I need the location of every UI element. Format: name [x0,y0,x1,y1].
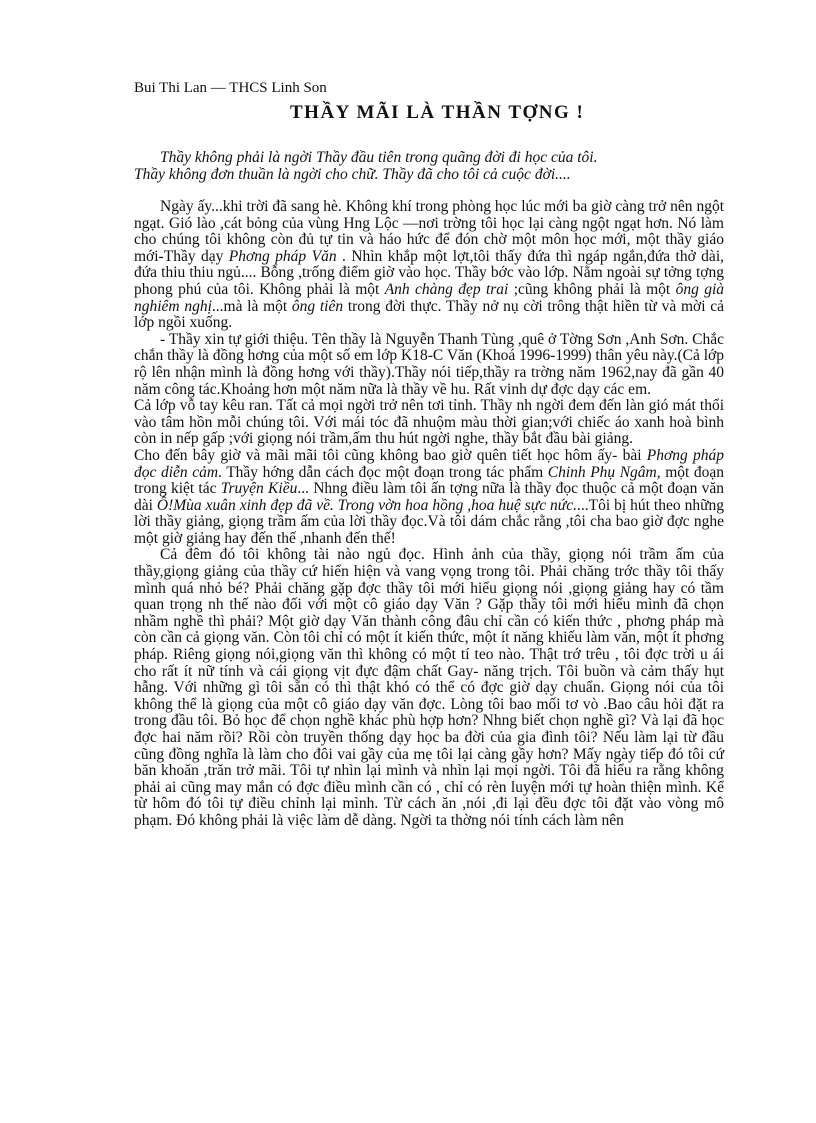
text-run: ;cũng không phải là một [508,280,676,298]
paragraph-5: Cả đêm đó tôi không tài nào ngủ đọc. Hình ảnh của thầy, giọng nói trầm ấm của thầy,giọng giảng của thầy cứ hiển hiện và vang vọng trong tôi. Phải chăng trớc thầy tôi thấy mình quá nhỏ bé? Phải chăng gặp đợc thầy tôi mới hiểu giọng nói ,giọng giảng hay có tầm quan trọng nh thế nào đối với một cô giáo dạy Văn ? Gặp thầy tôi mới hiểu mình đã chọn nhầm nghề thì phải? Một giờ dạy Văn thành công đâu chỉ cần có kiến thức , phơng pháp mà còn cần cả giọng văn. Còn tôi chỉ có một ít kiến thức, một ít năng khiếu làm văn, một ít phơng pháp. Riêng giọng nói,giọng văn thì không có một tí teo nào. Thật trớ trêu , tôi đợc trời u ái cho rất ít nữ tính và cái giọng vịt đực đậm chất Gay- năng trịch. Tôi buồn và cảm thấy hụt hẫng. Với những gì tôi sẵn có thì thật khó có thể có đợc giờ dạy chuẩn. Giọng nói của tôi không thể là giọng của một cô giáo dạy văn đợc. Lòng tôi bao mối tơ vò .Bao câu hỏi đặt ra trong đầu tôi. Bỏ học để chọn nghề khác phù hợp hơn? Nhng biết chọn nghề gì? Và lại đã học đợc hai năm rồi? Rồi còn truyền thống dạy học ba đời của gia đình tôi? Nếu làm lại từ đầu cũng đồng nghĩa là làm cho đôi vai gầy của mẹ tôi lại càng gầy hơn? Mấy ngày tiếp đó tôi cứ băn khoăn ,trăn trở mãi. Tôi tự nhìn lại mình và nhìn lại mọi ngời. Tôi đã hiểu ra rằng không phải ai cũng may mắn có đợc điều mình cần có , chỉ có rèn luyện mới tự hoàn thiện mình. Kể từ hôm đó tôi tự điều chỉnh lại mình. Từ cách ăn ,nói ,đi lại đều đợc tôi đặt vào vòng mô phạm. Đó không phải là việc làm dễ dàng. Ngời ta thờng nói tính cách làm nên [134,546,724,829]
author-line: Bui Thi Lan — THCS Linh Son [134,80,327,96]
epigraph-line: Thầy không đơn thuần là ngời cho chữ. Thầy đã cho tôi cả cuộc đời.... [134,166,571,183]
italic-text: ông già nghiêm nghị [134,280,724,315]
italic-text: Phơng pháp Văn [228,247,337,265]
page-title: THẦY MÃI LÀ THẦN TỢNG ! [290,102,585,123]
text-run: ... Nhng điều làm tôi ấn tợng nữa là thầy đọc thuộc cả một đoạn văn dài [134,480,724,514]
text-run: , một đoạn trong kiệt tác [134,463,725,498]
italic-text: Anh chàng đẹp trai [384,280,509,298]
italic-text: ông tiên [291,297,344,315]
text-run: trong đời thực. Thầy nở nụ cời trông thật hiền từ và mời cả lớp ngồi xuống. [134,297,724,332]
text-run: . Thầy hớng dẫn cách đọc một đoạn trong tác phẩm [218,463,548,481]
text-run: . Nhìn khắp một lợt,tôi thấy đứa thì ngáp ngắn,đứa thở dài, đứa thiu thiu ngủ.... Bỗng ,trống điểm giờ vào học. Thầy bớc vào lớp. Nằm ngoài sự tởng tợng phong phú của tôi. Không phải là một [134,247,724,298]
italic-text: Ô!Mùa xuân xinh đẹp đã về. Trong vờn hoa hồng ,hoa huệ sực nức. [156,496,578,514]
paragraph-2: - Thầy xin tự giới thiệu. Tên thầy là Nguyễn Thanh Tùng ,quê ở Tờng Sơn ,Anh Sơn. Chắc chắn thầy là đồng hơng của một số em lớp K18-C Văn (Khoá 1996-1999) thân yêu này.(Cả lớp rộ lên nhận mình là đồng hơng với thầy).Thầy nói tiếp,thầy ra trờng năm 1962,nay đã gần 40 năm công tác.Khoảng hơn một năm nữa là thầy về hu. Rất vinh dự đợc dạy các em. [134,330,724,398]
text-run: Cho đến bây giờ và mãi mãi tôi cũng không bao giờ quên tiết học hôm ấy- bài [134,446,647,464]
text-run: ...Tôi bị hút theo những lời thầy giảng, giọng trầm ấm của lời thầy đọc.Và tôi dám chắc rằng ,tôi cha bao giờ đợc nghe một giờ giảng hay đến thế ,nhanh đến thế! [134,496,724,547]
italic-text: Chinh Phụ Ngâm [547,463,657,481]
text-run: Ngày ấy...khi trời đã sang hè. Không khí trong phòng học lúc mới ba giờ càng trở nên ngột ngạt. Gió lào ,cát bỏng của vùng Hng Lộc —nơi trờng tôi học lại càng ngột ngạt hơn. Nó làm cho chúng tôi không còn đủ tự tin và háo hức để đón chờ một môn học mới, một thầy giáo mới-Thầy dạy [134,198,724,265]
text-run: ...mà là một [211,297,292,315]
italic-text: Phơng pháp đọc diễn cảm [134,446,724,481]
epigraph [134,149,724,183]
article-body [134,199,724,830]
epigraph-line: Thầy không phải là ngời Thầy đầu tiên trong quãng đời đi học của tôi. [160,149,598,166]
italic-text: Truyện Kiều [220,480,298,498]
paragraph-3: Cả lớp vỗ tay kêu ran. Tất cả mọi ngời trở nên tơi tỉnh. Thầy nh ngời đem đến làn gió mát thổi vào tâm hồn mỗi chúng tôi. Với mái tóc đã nhuộm màu thời gian;với chiếc áo xanh hoà bình còn in nếp gấp ;với giọng nói trầm,ấm thu hút ngời nghe, thầy bắt đầu bài giảng. [134,397,724,448]
paragraph-4 [134,448,724,548]
paragraph-1 [134,199,724,332]
